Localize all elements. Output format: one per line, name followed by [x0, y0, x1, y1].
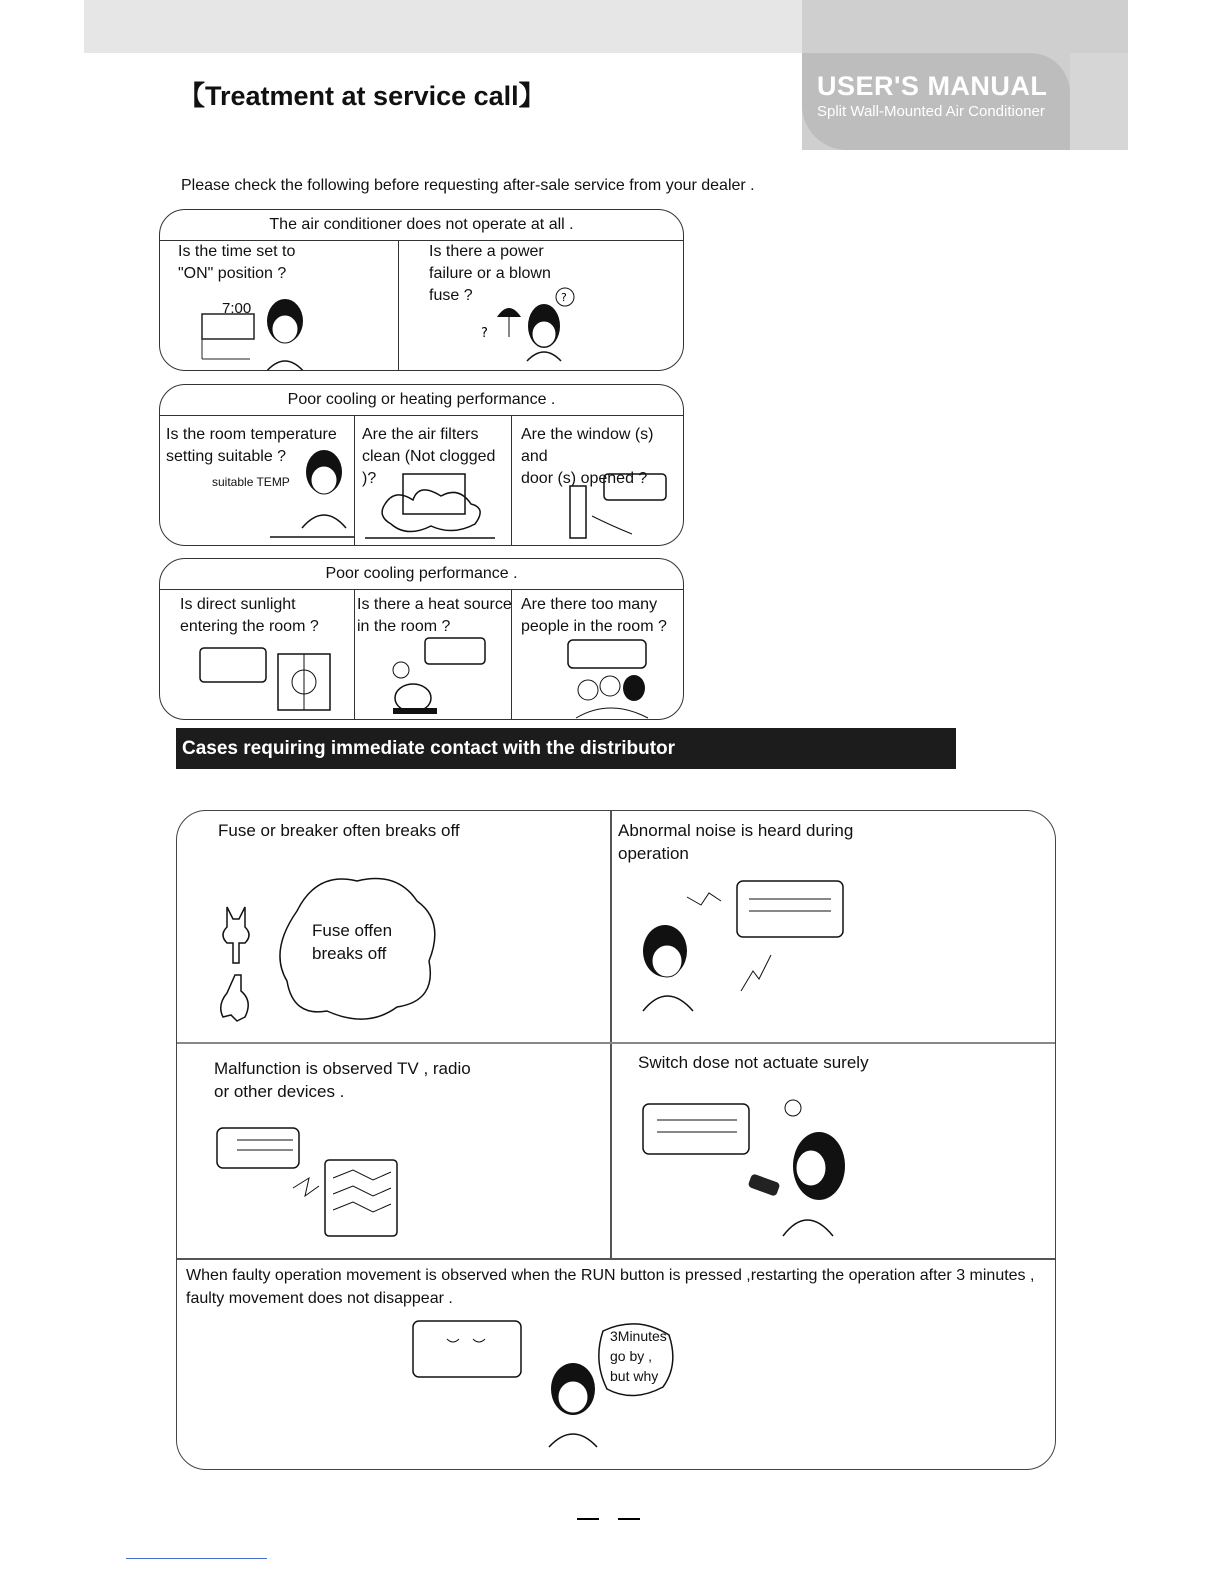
case-text: Fuse or breaker often breaks off — [218, 821, 460, 840]
brand-tab — [802, 0, 1128, 150]
temp-girl-illustration — [160, 416, 354, 544]
noise-girl-illustration — [617, 871, 917, 1031]
header-band — [84, 0, 802, 53]
sunlight-window-illustration — [160, 590, 354, 718]
restart-bubble-text: 3Minutes go by , but why — [610, 1328, 667, 1384]
clock-readout: 7:00 — [222, 300, 252, 317]
check-question: Is the room temperature setting suitable ? — [166, 426, 337, 465]
page-number-dash — [577, 1518, 599, 1520]
check-cell-window — [511, 416, 683, 545]
check-question: Is there a power failure or a blown fuse ? — [429, 243, 551, 304]
tv-interference-illustration — [207, 1116, 507, 1246]
dusty-filter-illustration — [355, 416, 512, 544]
umbrella-girl-illustration — [399, 241, 679, 371]
remote-girl-illustration — [637, 1096, 937, 1246]
intro-text: Please check the following before requesting after-sale service from your dealer . — [181, 177, 755, 194]
contact-banner: Cases requiring immediate contact with the distributor — [176, 728, 956, 769]
check-question: Are there too many people in the room ? — [521, 596, 667, 635]
check-cell-heat-source — [354, 590, 512, 719]
page-number-dash — [618, 1518, 640, 1520]
check-heading: Poor cooling performance . — [160, 559, 683, 590]
brand-tab-edge — [1070, 53, 1128, 150]
case-text-wide: When faulty operation movement is observed when the RUN button is pressed ,restarting the operation after 3 minutes , faulty movement does not disappear . — [186, 1267, 1035, 1307]
check-cell-timer — [160, 241, 398, 370]
svg-text:?: ? — [481, 326, 488, 341]
check-cell-power — [398, 241, 683, 370]
check-box-no-operation — [159, 209, 684, 371]
check-cell-sunlight — [160, 590, 354, 719]
case-text: Malfunction is observed TV , radio or other devices . — [214, 1059, 471, 1101]
svg-text:?: ? — [561, 291, 567, 304]
check-question: Is direct sunlight entering the room ? — [180, 596, 319, 635]
case-text: Abnormal noise is heard during operation — [618, 821, 854, 863]
brand-tab-inner — [802, 53, 1070, 150]
crowd-illustration — [512, 590, 684, 718]
check-heading: Poor cooling or heating performance . — [160, 385, 683, 416]
check-question: Are the air filters clean (Not clogged )? — [362, 426, 496, 487]
check-box-poor-cooling — [159, 558, 684, 720]
timer-girl-illustration — [160, 281, 400, 371]
page-title: 【Treatment at service call】 — [178, 81, 546, 111]
check-question: Is the time set to "ON" position ? — [178, 243, 296, 282]
check-box-poor-performance — [159, 384, 684, 546]
check-question: Are the window (s) and door (s) opened ? — [521, 426, 654, 487]
check-question: Is there a heat source in the room ? — [357, 596, 512, 635]
check-cell-temperature — [160, 416, 354, 545]
heater-illustration — [355, 590, 512, 718]
brand-title: USER'S MANUAL — [817, 71, 1048, 101]
check-cell-filters — [354, 416, 512, 545]
temp-note: suitable TEMP — [212, 475, 290, 489]
open-door-illustration — [512, 416, 684, 544]
divider-horizontal — [177, 1042, 1055, 1044]
cases-box — [176, 810, 1056, 1470]
fuse-bubble-text: Fuse offen breaks off — [312, 921, 393, 963]
divider-horizontal — [177, 1258, 1055, 1260]
check-heading: The air conditioner does not operate at all . — [160, 210, 683, 241]
footer-link-line — [126, 1558, 267, 1559]
divider-vertical — [610, 811, 612, 1258]
check-cell-people — [511, 590, 683, 719]
brand-subtitle: Split Wall-Mounted Air Conditioner — [817, 103, 1045, 120]
case-text: Switch dose not actuate surely — [638, 1053, 869, 1072]
